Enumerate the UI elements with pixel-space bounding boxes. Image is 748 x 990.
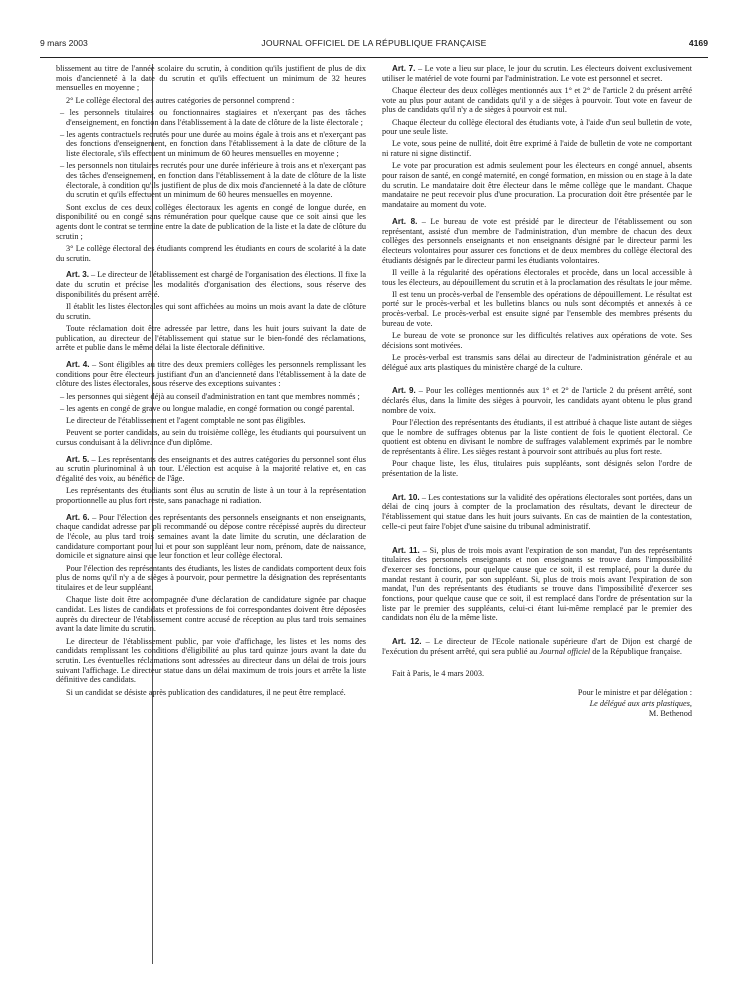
article-9: Art. 9. – Pour les collèges mentionnés aux 1° et 2° de l'article 2 du présent arrêté, sont déclarés élus, dans la limite des sièges à pourvoir, les candidats ayant obtenu le plus grand nombre de voix. xyxy=(382,386,692,415)
journal-officiel-ref: Journal officiel xyxy=(539,646,591,656)
article-label: Art. 8. xyxy=(392,216,418,226)
list-item: – les personnels titulaires ou fonctionnaires stagiaires et n'exerçant pas des tâches d'enseignement, en fonction dans l'établissement à la date de clôture de la liste électorale ; xyxy=(60,107,366,127)
place-date: Fait à Paris, le 4 mars 2003. xyxy=(392,668,485,678)
paragraph: Le directeur de l'établissement et l'agent comptable ne sont pas éligibles. xyxy=(66,416,306,425)
journal-title: JOURNAL OFFICIEL DE LA RÉPUBLIQUE FRANÇAISE xyxy=(261,38,487,48)
issue-date: 9 mars 2003 xyxy=(40,38,88,48)
paragraph: Pour l'élection des représentants des étudiants, les listes de candidats comportent deux fois plus de noms qu'il n'y a de sièges à pourvoir, pour permettre la désignation des représentants titulaires et de leur suppléant. xyxy=(56,563,366,593)
paragraph: Le bureau de vote se prononce sur les difficultés relatives aux opérations de vote. Ses décisions sont motivées. xyxy=(382,331,692,350)
list-item: – les personnels non titulaires recrutés pour une durée inférieure à trois ans et n'exerçant pas des tâches d'enseignement, en fonction dans l'établissement à la date de clôture de la liste électorale, à condition qu'ils justifient de plus de dix mois d'ancienneté à la date de clôture du scrutin et qu'ils effectuent un minimum de 60 heures mensuelles en moyenne. xyxy=(60,161,366,200)
article-3: Art. 3. – Le directeur de l'établissement est chargé de l'organisation des élections. Il fixe la date du scrutin et précise les modalités d'organisation des élections, sous réserve des disponibilités du présent arrêté. xyxy=(56,270,366,299)
article-6: Art. 6. – Pour l'élection des représentants des personnels enseignants et non enseignants, chaque candidat adresse par pli recommandé ou dépose contre récépissé auprès du directeur de l'école, au plus tard trois semaines avant la date limite du scrutin, une déclaration de candidature comportant pour lui et pour son suppléant leur nom, prénom, date de naissance, domicile et signature ainsi que leur fonction et leur collège électoral. xyxy=(56,512,366,561)
page-header xyxy=(40,38,708,52)
paragraph: 3° Le collège électoral des étudiants comprend les étudiants en cours de scolarité à la date du scrutin. xyxy=(56,243,366,263)
article-10: Art. 10. – Les contestations sur la validité des opérations électorales sont portées, dans un délai de cinq jours à compter de la proclamation des résultats, devant le directeur de l'établissement qui statue dans les huit jours suivants. En cas de maintien de la contestation, celle-ci peut faire l'objet d'une saisine du tribunal administratif. xyxy=(382,492,692,531)
paragraph: Chaque électeur des deux collèges mentionnés aux 1° et 2° de l'article 2 du présent arrêté vote au plus pour autant de candidats qu'il y a de sièges à pourvoir. Tout vote en faveur de plus de candidats qu'il n'y a de sièges à pourvoir est nul. xyxy=(382,85,692,115)
paragraph: Si un candidat se désiste après publication des candidatures, il ne peut être remplacé. xyxy=(66,687,346,697)
paragraph: Chaque liste doit être accompagnée d'une déclaration de candidature signée par chaque candidat. Les listes de candidats et professions de foi correspondantes doivent être déposées auprès du directeur de l'établissement contre accusé de réception au plus tard trois semaines avant la date limite du scrutin. xyxy=(56,595,366,634)
paragraph: Le vote, sous peine de nullité, doit être exprimé à l'aide de bulletin de vote ne comportant ni rature ni signe distinctif. xyxy=(382,139,692,159)
article-label: Art. 9. xyxy=(392,386,416,396)
article-label: Art. 10. xyxy=(392,492,420,502)
article-8: Art. 8. – Le bureau de vote est présidé par le directeur de l'établissement ou son représentant, assisté d'un membre de l'administration, d'un membre de chacun des deux collèges des personnels enseignants et non enseignants désigné par le directeur parmi les électeurs volontaires pour assurer ces fonctions et de deux membres du collège électoral des étudiants désignés par le directeur parmi les étudiants volontaires. xyxy=(382,216,692,265)
paragraph: Pour l'élection des représentants des étudiants, il est attribué à chaque liste autant de sièges que le nombre de suffrages obtenus par la liste contient de fois le quotient électoral. Ce quotient est obtenu en divisant le nombre de suffrages valablement exprimés par le nombre de représentants à élire. Les sièges restant à pourvoir sont attribués au plus fort reste. xyxy=(382,418,692,457)
right-column xyxy=(382,64,692,964)
article-7: Art. 7. – Le vote a lieu sur place, le jour du scrutin. Les électeurs doivent exclusivement utiliser le matériel de vote fourni par l'administration. Le vote est personnel et secret. xyxy=(382,64,692,83)
article-5: Art. 5. – Les représentants des enseignants et des autres catégories du personnel sont élus au scrutin plurinominal à un tour. L'élection est acquise à la majorité relative et, en cas d'égalité des voix, au bénéfice de l'âge. xyxy=(56,454,366,484)
list-item: – les agents contractuels recrutés pour une durée au moins égale à trois ans et n'exerçant pas des fonctions d'enseignement, en fonction dans l'établissement à la date de clôture de la liste électorale, s'ils effectuent un minimum de 60 heures mensuelles en moyenne ; xyxy=(60,129,366,159)
list-item: – les agents en congé de grave ou longue maladie, en congé formation ou congé parental. xyxy=(60,403,355,413)
article-11: Art. 11. – Si, plus de trois mois avant l'expiration de son mandat, l'un des représentants titulaires des personnels enseignants et non enseignants se trouve dans l'impossibilité d'exercer ses fonctions, pour quelque cause que ce soit, il est remplacé, pour la durée du mandat restant à courir, par son suppléant. Si, plus de trois mois avant l'expiration de son mandat, l'un des représentants des étudiants se trouve dans l'impossibilité d'exercer ses fonctions, pour quelque cause que ce soit, il est remplacé dans l'ordre de présentation sur la liste par le premier des suppléants, celui-ci étant lui-même remplacé par le premier des candidats non élu de la même liste. xyxy=(382,545,692,623)
paragraph: Toute réclamation doit être adressée par lettre, dans les huit jours suivant la date de publication, au directeur de l'établissement qui statue sur le bien-fondé des réclamations, arrête et publie dans le même délai la liste électorale définitive. xyxy=(56,323,366,353)
signatory-title: Le délégué aux arts plastiques, xyxy=(589,698,692,708)
paragraph: Il établit les listes électorales qui sont affichées au moins un mois avant la date de clôture du scrutin. xyxy=(56,301,366,321)
paragraph: Il veille à la régularité des opérations électorales et procède, dans un local accessible à tous les électeurs, au dépouillement du scrutin et à la proclamation des résultats le jour même. xyxy=(382,267,692,287)
paragraph: Le procès-verbal est transmis sans délai au directeur de l'administration générale et au délégué aux arts plastiques du ministère chargé de la culture. xyxy=(382,352,692,372)
signature-block xyxy=(382,669,692,720)
paragraph: Sont exclus de ces deux collèges électoraux les agents en congé de longue durée, en disponibilité ou en congé sans rémunération pour quelque cause que ce soit ainsi que les agents dont le contrat se termine entre la date de publication de la liste et la date de clôture du scrutin ; xyxy=(56,202,366,241)
paragraph: 2° Le collège électoral des autres catégories de personnel comprend : xyxy=(66,95,295,105)
article-label: Art. 11. xyxy=(392,545,420,555)
list-item: – les personnes qui siègent déjà au conseil d'administration en tant que membres nommés ; xyxy=(60,391,360,401)
paragraph: Peuvent se porter candidats, au sein du troisième collège, les étudiants qui poursuivent un cursus conduisant à la délivrance d'un diplôme. xyxy=(56,428,366,447)
article-12: Art. 12. – Le directeur de l'Ecole nationale supérieure d'art de Dijon est chargé de l'exécution du présent arrêté, qui sera publié au Journal officiel de la République française. xyxy=(382,637,692,656)
signatory-name: M. Bethenod xyxy=(648,709,692,719)
article-label: Art. 12. xyxy=(392,637,422,647)
header-rule xyxy=(40,57,708,58)
article-label: Art. 4. xyxy=(66,359,90,369)
paragraph: Les représentants des étudiants sont élus au scrutin de liste à un tour à la représentation proportionnelle au plus fort reste, sans panachage ni radiation. xyxy=(56,486,366,505)
paragraph: Le vote par procuration est admis seulement pour les électeurs en congé annuel, absents pour raison de santé, en congé maternité, en congé formation, en mission ou en stage à la date du scrutin. Le mandataire doit être électeur dans le même collège que le mandant. Chaque mandataire ne peut recevoir plus d'une procuration. La procuration doit être présentée par le mandataire au moment du vote. xyxy=(382,161,692,210)
article-label: Art. 3. xyxy=(66,270,89,280)
paragraph: Pour chaque liste, les élus, titulaires puis suppléants, sont désignés selon l'ordre de présentation de la liste. xyxy=(382,459,692,479)
left-column xyxy=(56,64,366,964)
article-label: Art. 7. xyxy=(392,64,416,73)
paragraph: blissement au titre de l'année scolaire du scrutin, à condition qu'ils justifient de plus de dix mois d'ancienneté à la date du scrutin et qu'ils effectuent un minimum de 32 heures mensuelles en moyenne ; xyxy=(56,64,366,93)
article-label: Art. 6. xyxy=(66,512,90,522)
paragraph: Chaque électeur du collège électoral des étudiants vote, à l'aide d'un seul bulletin de vote, pour une seule liste. xyxy=(382,117,692,137)
page-number: 4169 xyxy=(688,38,708,48)
paragraph: Il est tenu un procès-verbal de l'ensemble des opérations de dépouillement. Le résultat est porté sur le procès-verbal et les bulletins blancs ou nuls sont décomptés et annexés à ce procès-verbal. Le procès-verbal est ensuite signé par l'ensemble des membres présents du bureau de vote. xyxy=(382,289,692,328)
article-4: Art. 4. – Sont éligibles au titre des deux premiers collèges les personnels remplissant les conditions pour être électeurs justifiant d'un an d'ancienneté dans l'établissement à la date de clôture des listes électorales, sous réserve des exceptions suivantes : xyxy=(56,359,366,389)
article-label: Art. 5. xyxy=(66,454,90,464)
paragraph: Le directeur de l'établissement public, par voie d'affichage, les listes et les noms des candidats remplissant les conditions d'éligibilité au plus tard quinze jours avant la date du scrutin. Les éventuelles réclamations sont adressées au directeur dans un délai de trois jours suivant l'affichage. Le directeur statue dans un délai maximum de trois jours et arrête la liste définitive des candidats. xyxy=(56,636,366,685)
signature-line: Pour le ministre et par délégation : xyxy=(577,688,692,698)
